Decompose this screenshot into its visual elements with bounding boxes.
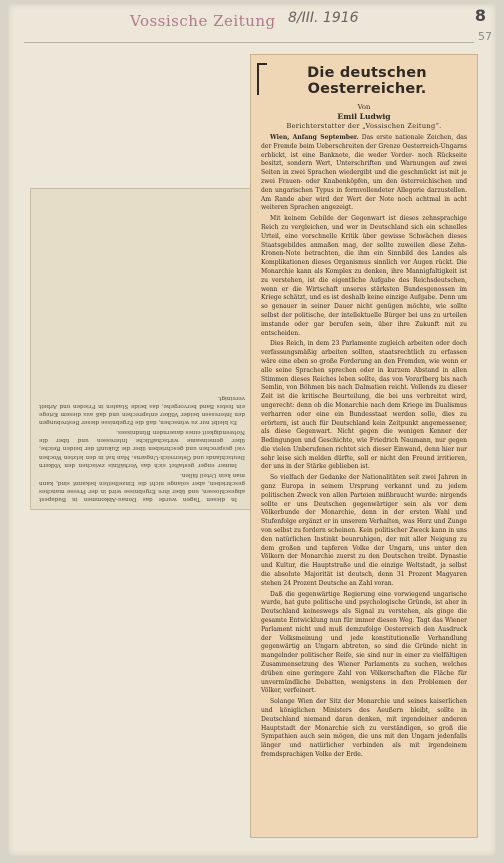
author-role: Berichterstatter der „Vossischen Zeitung“. [286,122,442,130]
article-title: Die deutschen Oesterreicher. [307,65,427,97]
pencil-mark: 57 [478,30,492,43]
article-body [261,134,467,760]
article-paragraph: So vielfach der Gedanke der Nationalitäten seit zwei Jahren in ganz Europa in seinem Ursprung verkannt und zu jedem politischen Zweck von allen Parteien mißbraucht wurde: nirgends sollte er uns Deutschen gegenwärtiger sein als vor dem Völkerbunde der Monarchie, denn in der ersten Wahl und Stufenfolge ergänzt er in unserem Verhalten, was Herz und Zunge von selbst zu fordern scheinen. Kein politischer Zweck kann in uns den natürlichen Instinkt beunruhigen, der mit aller Neigung zu dem großen und tapferen Volke der Ungarn, uns unter den Völkern der Monarchie zuerst zu den Deutschen treibt. Dynastie und Kultur, die Hauptstraße und die einzige Weltstadt, ja selbst die absolute Majorität ist deutsch, denn 31 Prozent Magyaren stehen 24 Prozent Deutsche an Zahl voran. [261,474,467,587]
article-clipping [250,54,478,838]
clipping-paragraph: Immer enger gestaltet sich das Verhältnis zwischen den Völkern Deutschlands und Österreich-Ungarns. Man hat in den letzten Wochen viel gesprochen und geschrieben über die Zukunft der beiden Reiche, über gemeinsame wirtschaftliche Interessen und über die Notwendigkeit eines dauernden Bündnisses. [39,429,245,468]
clipping-paragraph: Es bleibt nur zu wünschen, daß die Ergebnisse dieser Bestrebungen den Interessen beider Völker entsprechen und daß aus diesem Kriege ein festes Band hervorgehe, das beide Staaten in Frieden und Arbeit vereinigt. [39,394,245,426]
newspaper-stamp: Vossische Zeitung [130,12,276,30]
byline-von: Von [357,103,371,111]
header-rule [24,42,474,43]
article-paragraph [261,134,467,213]
handwritten-date: 8/III. 1916 [288,10,359,26]
paragraph-text: Das erste nationale Zeichen, das der Fremde beim Ueberschreiten der Grenze Oesterreich-Ungarns erblickt, ist eine Banknote, die weder Vorder- noch Rückseite besitzt, sondern Wert, Unterschriften und Warnungen auf zwei Seiten in zwei Sprachen wiedergibt und die geschmückt ist mit je zwei Frauen- oder Knabenköpfen, um den österreichischen und den ungarischen Typus in formvollendeter Allegorie darzustellen. Am Rande aber wird der Wert der Note noch achtmal in acht weiteren Sprachen angezeigt. [261,134,467,212]
title-bracket [257,63,267,95]
article-paragraph: Dies Reich, in dem 23 Parlamente zugleich arbeiten oder doch verfassungsmäßig arbeiten sollten, staatsrechtlich zu erfassen wäre eine eben so große Forderung an den Fremden, wie wenn er alle seine Sprachen sprechen oder in kurzem Abstand in allen Stimmen dieses Reiches leben sollte, das von Vorarlberg bis nach Semlin, von Böhmen bis nach Dalmatien reicht. Vollends zu dieser Zeit ist die kritische Beurteilung, die bei uns verbreitet wird, ungerecht: denn ob die Monarchie nach dem Kriege im Dualismus verharren oder eine ein Bundesstaat werden solle, dies zu erörtern, ist auch für Deutschland kein Zeitpunkt angemessener, als diese Gegenwart. Nicht gegen die wenigen Kenner der Bedingungen und Geschichte, wie Friedrich Naumann, nur gegen die vielen Unberufenen richtet sich dieser Einwand, denn hier nur sehr leise sich melden dürfte, soll er nicht den Freund irritieren, der uns in der Stärke geblieben ist. [261,340,467,471]
article-author: Emil Ludwig [337,112,391,121]
article-paragraph: Solange Wien der Sitz der Monarchie und seines kaiserlichen und königlichen Ministers des Aeußern bleibt, sollte in Deutschland niemand daran denken, mit irgendeiner anderen Hauptstadt der Monarchie sich zu verständigen, so groß die Sympathien auch sein mögen, die uns mit den Ungarn jedenfalls länger und natürlicher verbinden als mit irgendeinem fremdsprachigen Volke der Erde. [261,698,467,758]
sheet-number: 8 [474,6,486,25]
inverted-clipping-text [31,189,252,510]
clipping-paragraph: In diesen Tagen wurde das Donau-Abkommen in Budapest abgeschlossen, und über ihre Ergebnisse wird in der Presse manches geschrieben, aber solange nicht die Einzelheiten bekannt sind, kann man kein Urteil fällen. [39,471,245,502]
article-paragraph: Daß die gegenwärtige Regierung eine vorwiegend ungarische wurde, hat gute politische und psychologische Gründe, ist aber in Deutschland keineswegs als Signal zu verstehen, als ginge die gesamte Entwicklung nun für immer diesen Weg. Tagt das Wiener Parlament nicht und muß demzufolge Oesterreich den Ausdruck der Volksmeinung und jede konstitutionelle Verhandlung gegenwärtig an Ungarn abtreten, so sind die Gründe nicht in mangelnder politischer Reife, sie sind nur in einer zu vielfältigen Zusammensetzung des Wiener Parlaments zu suchen, welches drüben eine geringere Zahl von Völkerschaften die Fläche für unvermündliche Debatten, wenigstens in den Problemen der Völker, verfeinert. [261,590,467,695]
article-paragraph: Mit keinem Gebilde der Gegenwart ist dieses zehnsprachige Reich zu vergleichen, und wer in Deutschland sich ein schnelles Urteil, eine vorschnelle Kritik über gewisse Schwächen dieses Staatsgebildes anmaßen mag, der sollte zuweilen diese Zehn-Kronen-Note betrachten, die ihm ein Sinnbild des Landes als Komplikationen dieses Organismus sinnlich vor Augen rückt. Die Monarchie kann als Komplex zu denken, ihre Mannigfaltigkeit ist zu verstehen, ist die eigentliche Aufgabe des Reichsdeutschen, wenn er die Wirtschaft unseres stärksten Bundesgenossen im Kriege schätzt, und es ist deshalb keine einzige Aufgabe. Denn um so genauer in seiner Dauer nicht genügen möchte, wie sollte selbst der politische, der intellektuelle Bürger bei uns zu urteilen imstande oder gar berufen sein, über ihre Zukunft mit zu entscheiden. [261,215,467,337]
dateline: Wien, Anfang September. [270,134,359,141]
inverted-clipping [30,188,252,510]
